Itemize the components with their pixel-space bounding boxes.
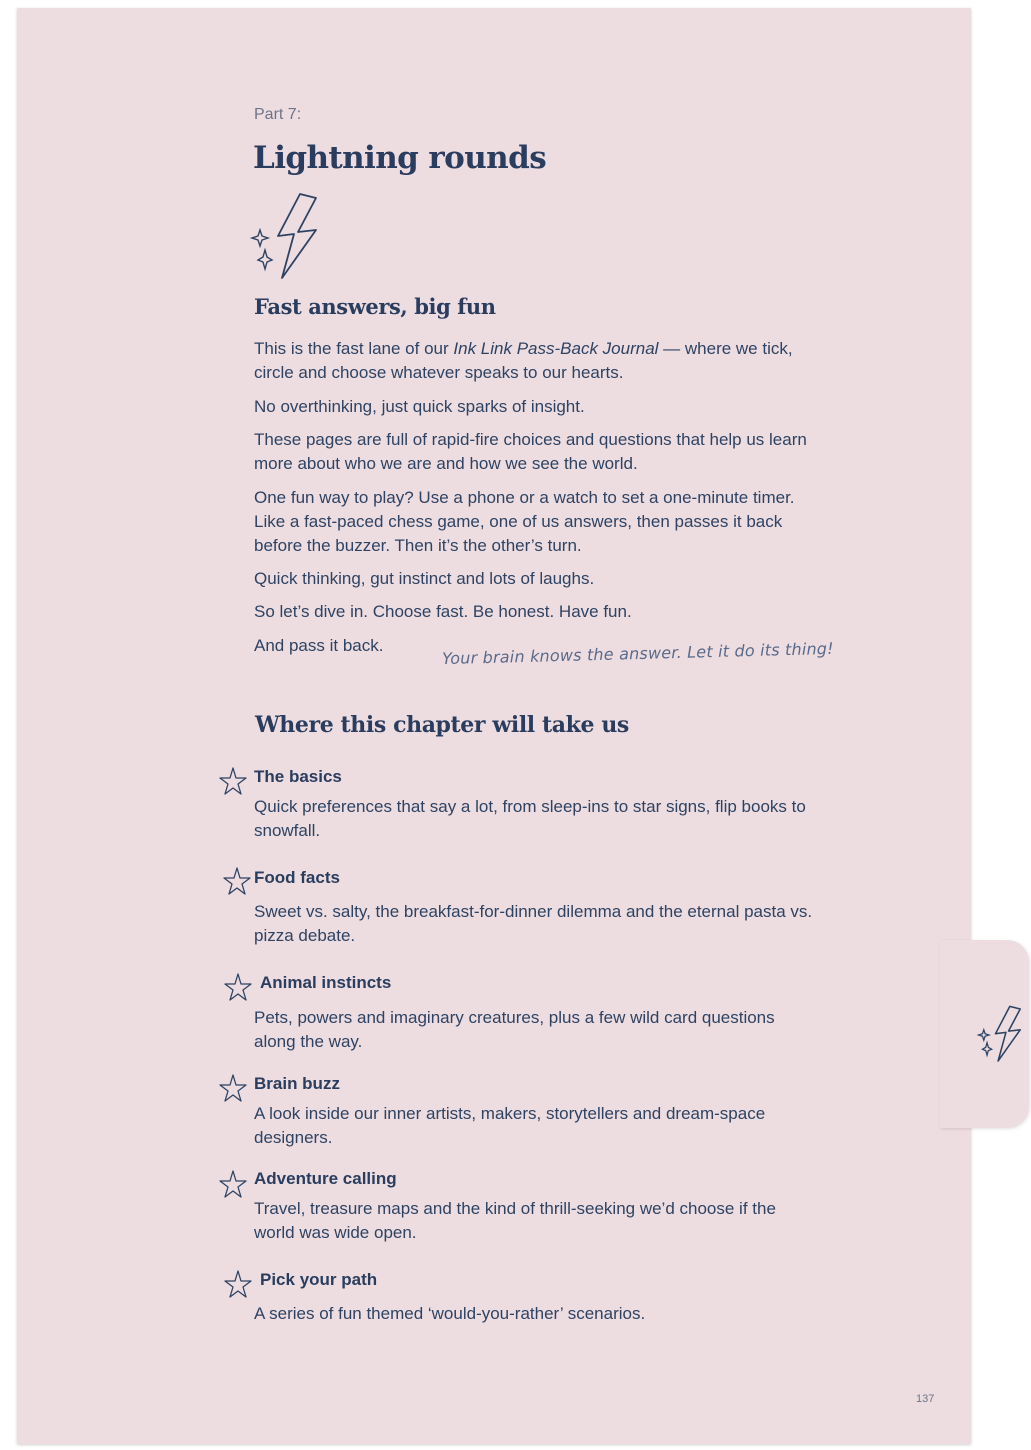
- intro-paragraph-4: One fun way to play? Use a phone or a watch to set a one-minute timer. Like a fast-paced chess game, one of us answers, then passes it back before the buzzer. Then it’s the other’s turn.: [254, 488, 795, 555]
- intro-paragraph-7: And pass it back.: [254, 636, 384, 655]
- journal-title: Ink Link Pass-Back Journal: [453, 339, 659, 358]
- chapter-item-desc: Sweet vs. salty, the breakfast-for-dinner dilemma and the eternal pasta vs. pizza debate.: [254, 902, 813, 945]
- chapter-item-title: Pick your path: [260, 1270, 378, 1289]
- chapter-item-desc: A look inside our inner artists, makers, storytellers and dream-space designers.: [254, 1104, 766, 1147]
- chapter-item-title: Adventure calling: [254, 1169, 397, 1188]
- chapter-section-title: Where this chapter will take us: [255, 712, 629, 738]
- hand-drawn-star-icon: [218, 766, 248, 796]
- chapter-item-title: Food facts: [254, 868, 340, 887]
- chapter-item-desc: Pets, powers and imaginary creatures, plus a few wild card questions along the way.: [254, 1008, 775, 1051]
- hand-drawn-star-icon: [223, 1269, 253, 1299]
- intro-paragraph-1: [254, 337, 824, 385]
- hand-drawn-star-icon: [222, 866, 252, 896]
- intro-paragraph-6: So let’s dive in. Choose fast. Be honest. Have fun.: [254, 602, 632, 621]
- intro-subtitle: Fast answers, big fun: [254, 294, 496, 319]
- lightning-bolt-sparkles-icon: [248, 190, 328, 286]
- hand-drawn-star-icon: [218, 1169, 248, 1199]
- chapter-item-desc: Travel, treasure maps and the kind of thrill-seeking we’d choose if the world was wide open.: [254, 1199, 776, 1242]
- intro-paragraph-3: These pages are full of rapid-fire choices and questions that help us learn more about who we are and how we see the world.: [254, 430, 807, 473]
- chapter-item-desc: A series of fun themed ‘would-you-rather’ scenarios.: [254, 1304, 646, 1323]
- hand-drawn-star-icon: [218, 1073, 248, 1103]
- intro-paragraph-1-start: This is the fast lane of our: [254, 339, 454, 358]
- intro-paragraph-1-end: — where we tick, circle and choose whatever speaks to our hearts.: [254, 339, 793, 382]
- part-label: Part 7:: [254, 106, 302, 123]
- lightning-bolt-sparkles-icon: [976, 1002, 1028, 1068]
- intro-paragraph-2: No overthinking, just quick sparks of insight.: [254, 397, 585, 416]
- chapter-item-title: Brain buzz: [254, 1074, 340, 1093]
- page-number: 137: [916, 1393, 935, 1405]
- handwritten-note: Your brain knows the answer. Let it do its thing!: [441, 638, 835, 669]
- chapter-item-title: The basics: [254, 767, 342, 786]
- hand-drawn-star-icon: [223, 972, 253, 1002]
- chapter-item-title: Animal instincts: [260, 973, 392, 992]
- chapter-item-desc: Quick preferences that say a lot, from sleep-ins to star signs, flip books to snowfall.: [254, 797, 806, 840]
- intro-paragraph-5: Quick thinking, gut instinct and lots of laughs.: [254, 569, 595, 588]
- page-title: Lightning rounds: [253, 140, 547, 176]
